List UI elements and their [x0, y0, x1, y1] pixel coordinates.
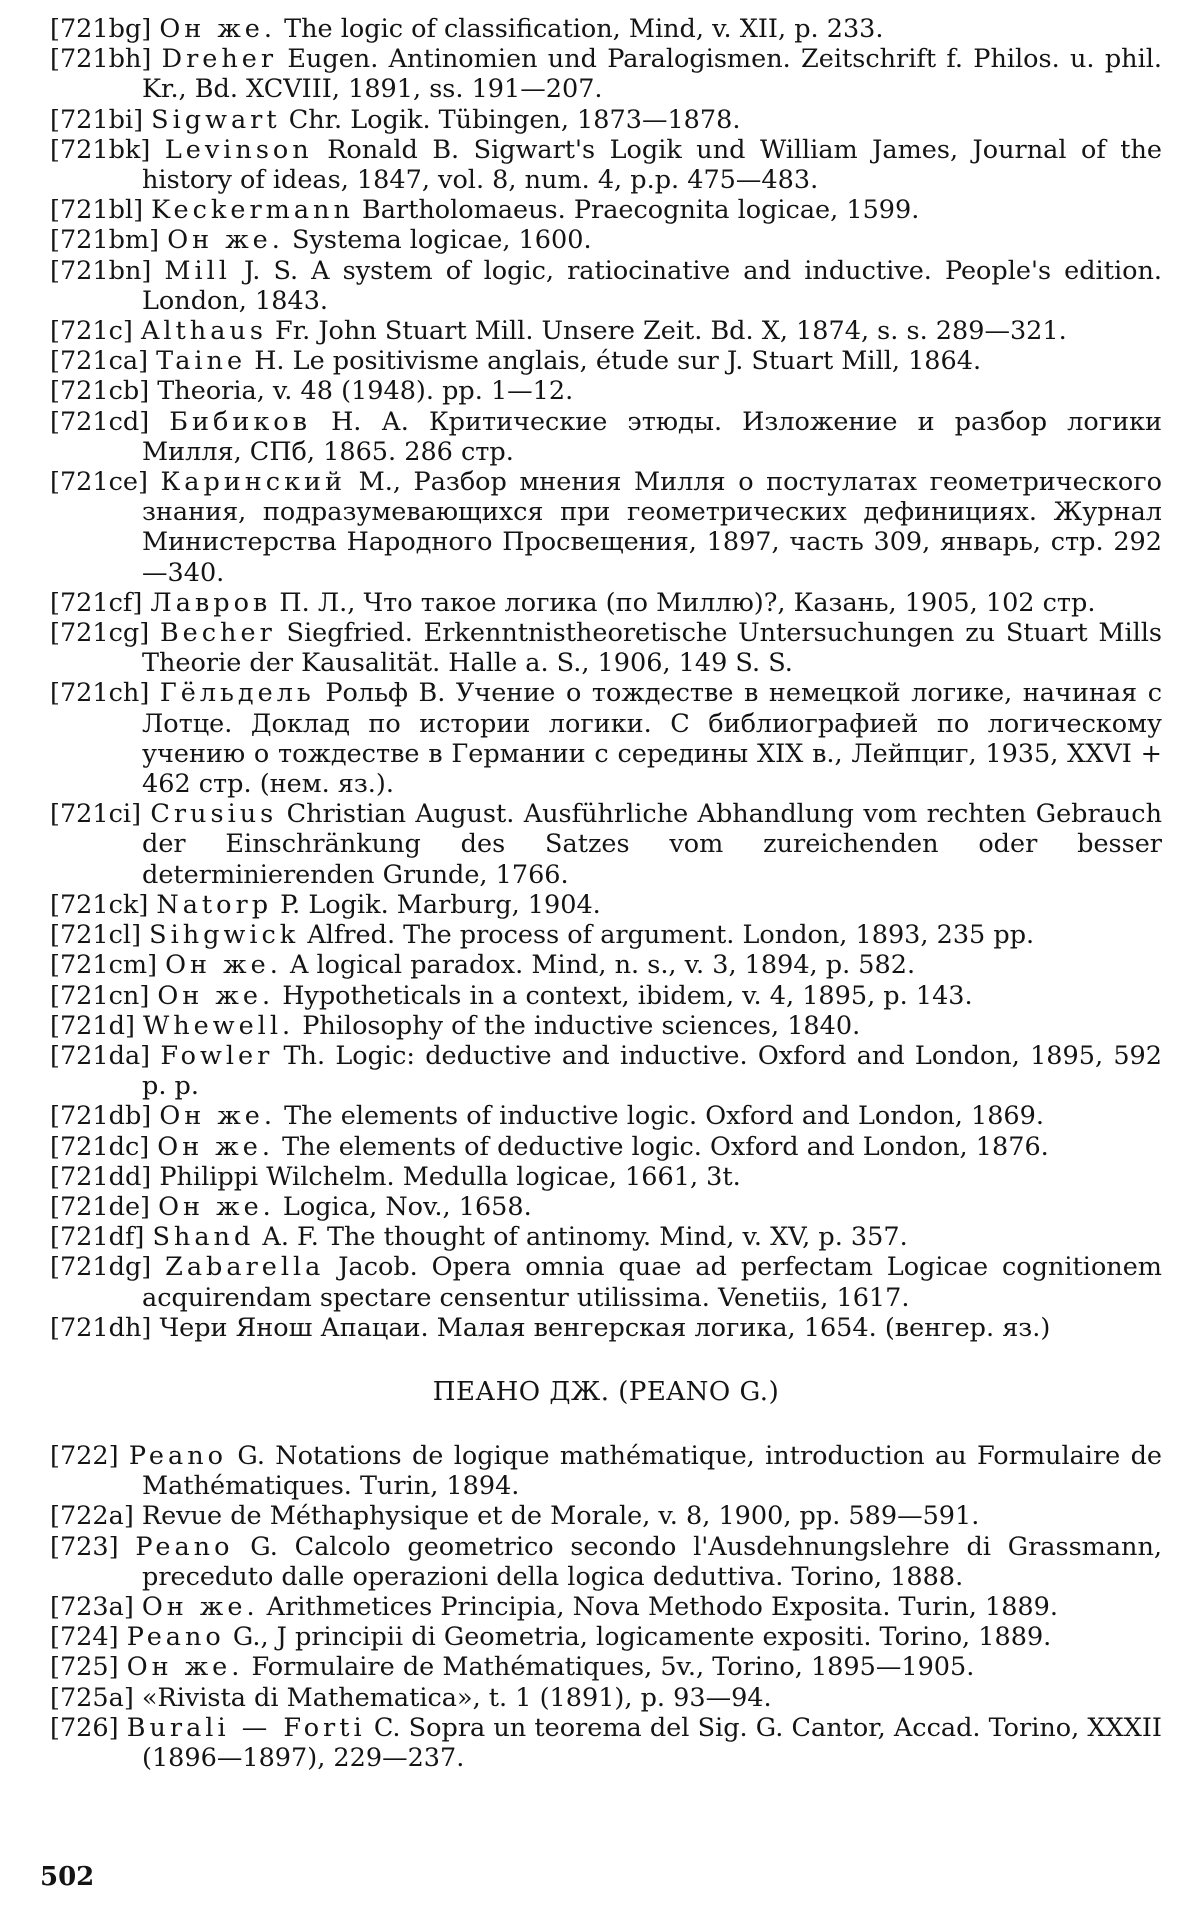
bibliography-entry: [721cb] Theoria, v. 48 (1948). pp. 1—12. — [50, 376, 574, 407]
entry-text: H. Le positivisme anglais, étude sur J. Stuart Mill, 1864. — [254, 346, 982, 377]
bibliography-entry: [721cl] Sihgwick Alfred. The process of argument. London, 1893, 235 pp. — [50, 920, 1035, 951]
entry-text: «Rivista di Mathematica», t. 1 (1891), p. 93—94. — [141, 1682, 772, 1713]
entry-text: G., J principii di Geometria, logicamente expositi. Torino, 1889. — [232, 1622, 1052, 1653]
bibliography-entry: [721d] Whewell. Philosophy of the inductive sciences, 1840. — [50, 1010, 861, 1041]
entry-reference-number: 721dh — [59, 1312, 142, 1343]
entry-reference-number: 721bi — [59, 104, 134, 135]
bibliography-entry: [721da] Fowler Th. Logic: deductive and inductive. Oxford and London, 1895, 592 p. p. — [50, 1040, 1163, 1102]
entry-author: Peano — [126, 1622, 225, 1653]
entry-text: The elements of inductive logic. Oxford and London, 1869. — [284, 1101, 1044, 1132]
bibliography-entry: [721c] Althaus Fr. John Stuart Mill. Unsere Zeit. Bd. X, 1874, s. s. 289—321. — [50, 316, 1067, 347]
entry-author: Peano — [128, 1440, 228, 1471]
bibliography-entry: [721ce] Каринский М., Разбор мнения Милля о постулатах геометрического знания, подразумевающихся при геометрических дефинициях. Журнал Министерства Народного Просвещения, 1897, часть 309, январь, стр. 292—340. — [50, 467, 1162, 588]
bibliography-entry: [722] Peano G. Notations de logique mathématique, introduction au Formulaire de Mathématiques. Turin, 1894. — [50, 1440, 1162, 1502]
entry-author: Taine — [156, 346, 247, 377]
entry-text: Th. Logic: deductive and inductive. Oxford and London, 1895, 592 p. p. — [142, 1040, 1163, 1102]
bibliography-entry: [721df] Shand A. F. The thought of antinomy. Mind, v. XV, p. 357. — [50, 1222, 908, 1253]
entry-reference-number: 721ca — [59, 346, 139, 377]
entry-reference-number: 721cg — [59, 618, 140, 649]
entry-reference-number: 721cf — [59, 587, 133, 618]
bibliography-entry: [721ci] Crusius Christian August. Ausführliche Abhandlung vom rechten Gebrauch der Einschränkung des Satzes vom zureichenden oder besser determinierenden Grunde, 1766. — [50, 799, 1163, 890]
entry-text: Revue de Méthaphysique et de Morale, v. 8, 1900, pp. 589—591. — [141, 1501, 980, 1532]
bibliography-entry: [721cn] Он же. Hypotheticals in a context, ibidem, v. 4, 1895, p. 143. — [50, 980, 973, 1011]
entry-reference-number: 721db — [59, 1101, 142, 1132]
entry-reference-number: 721bk — [59, 134, 141, 165]
bibliography-entry: [721ca] Taine H. Le positivisme anglais, étude sur J. Stuart Mill, 1864. — [50, 346, 982, 377]
entry-reference-number: 721bh — [59, 44, 142, 75]
entry-reference-number: 721bn — [59, 255, 142, 286]
bibliography-entry: [726] Burali — Forti C. Sopra un teorema del Sig. G. Cantor, Accad. Torino, XXXII (1896—1897), 229—237. — [50, 1712, 1163, 1773]
entry-author: Shand — [152, 1222, 255, 1253]
entry-text: Theoria, v. 48 (1948). pp. 1—12. — [157, 376, 574, 407]
bibliography-entry: [721bm] Он же. Systema logicae, 1600. — [50, 225, 592, 256]
bibliography-list-peano — [50, 1441, 1162, 1773]
entry-author: Natorp — [156, 889, 273, 920]
entry-reference-number: 721dd — [59, 1161, 142, 1192]
entry-text: A logical paradox. Mind, n. s., v. 3, 1894, p. 582. — [289, 950, 916, 981]
entry-reference-number: 721ck — [59, 889, 139, 920]
entry-reference-number: 721ce — [59, 467, 138, 498]
entry-text: J. S. A system of logic, ratiocinative and inductive. People's edition. London, 1843. — [142, 255, 1162, 316]
bibliography-entry: [723a] Он же. Arithmetices Principia, Nova Methodo Exposita. Turin, 1889. — [50, 1591, 1058, 1622]
entry-reference-number: 721cn — [59, 980, 140, 1011]
entry-reference-number: 722a — [59, 1501, 124, 1532]
entry-author: Becher — [159, 618, 276, 649]
entry-reference-number: 721c — [59, 316, 123, 347]
entry-text: P. Logik. Marburg, 1904. — [280, 889, 601, 920]
entry-reference-number: 721ch — [59, 678, 140, 709]
bibliography-entry: [723] Peano G. Calcolo geometrico secondo l'Ausdehnungslehre di Grassmann, preceduto dalle operazioni della logica deduttiva. Torino, 1888. — [50, 1531, 1162, 1592]
entry-reference-number: 721cl — [59, 920, 132, 951]
entry-text: Chr. Logik. Tübingen, 1873—1878. — [288, 104, 741, 135]
entry-author: Он же. — [159, 1101, 277, 1132]
entry-reference-number: 721d — [59, 1010, 125, 1041]
bibliography-entry: [721bh] Dreher Eugen. Antinomien und Paralogismen. Zeitschrift f. Philos. u. phil. Kr., Bd. XCVIII, 1891, ss. 191—207. — [50, 44, 1162, 105]
bibliography-entry: [721cg] Becher Siegfried. Erkenntnistheoretische Untersuchungen zu Stuart Mills Theorie der Kausalität. Halle a. S., 1906, 149 S. S. — [50, 618, 1163, 679]
entry-author: Mill — [164, 255, 231, 286]
entry-reference-number: 723a — [59, 1591, 124, 1622]
entry-author: Он же. — [158, 1191, 275, 1222]
entry-reference-number: 721bm — [59, 225, 150, 256]
entry-author: Althaus — [140, 316, 267, 347]
bibliography-entry: [721ch] Гёльдель Рольф В. Учение о тождестве в немецкой логике, начиная с Лотце. Доклад по истории логики. С библиографией по логическому учению о тождестве в Германии с середины XIX в., Лейпциг, 1935, XXVI + 462 стр. (нем. яз.). — [50, 678, 1163, 800]
entry-reference-number: 721ci — [59, 799, 132, 830]
bibliography-entry: [724] Peano G., J principii di Geometria, logicamente expositi. Torino, 1889. — [50, 1622, 1052, 1653]
entry-reference-number: 721cb — [59, 376, 140, 407]
entry-reference-number: 721bg — [59, 14, 142, 44]
entry-author: Zabarella — [165, 1252, 325, 1283]
entry-reference-number: 721da — [59, 1040, 141, 1071]
entry-reference-number: 721de — [59, 1191, 141, 1222]
entry-text: Logica, Nov., 1658. — [282, 1191, 532, 1222]
entry-text: G. Calcolo geometrico secondo l'Ausdehnungslehre di Grassmann, preceduto dalle operazioni della logica deduttiva. Torino, 1888. — [142, 1531, 1162, 1592]
entry-author: Он же. — [159, 14, 277, 44]
entry-text: Siegfried. Erkenntnistheoretische Untersuchungen zu Stuart Mills Theorie der Kausalität. Halle a. S., 1906, 149 S. S. — [142, 618, 1163, 679]
section-heading-peano: ПЕАНО ДЖ. (PEANO G.) — [432, 1376, 780, 1407]
entry-text: The elements of deductive logic. Oxford and London, 1876. — [282, 1131, 1049, 1162]
bibliography-entry: [721bi] Sigwart Chr. Logik. Tübingen, 1873—1878. — [50, 104, 741, 135]
bibliography-entry: [721bg] Он же. The logic of classification, Mind, v. XII, p. 233. — [50, 14, 884, 44]
entry-text: Чери Янош Апацаи. Малая венгерская логика, 1654. (венгер. яз.) — [159, 1312, 1051, 1343]
entry-author: Peano — [135, 1531, 234, 1562]
entry-author: Он же. — [141, 1591, 259, 1622]
bibliography-entry: [721ck] Natorp P. Logik. Marburg, 1904. — [50, 889, 601, 920]
entry-text: Fr. John Stuart Mill. Unsere Zeit. Bd. X, 1874, s. s. 289—321. — [275, 316, 1067, 347]
entry-author: Dreher — [161, 44, 278, 75]
bibliography-entry: [721dd] Philippi Wilchelm. Medulla logicae, 1661, 3t. — [50, 1161, 741, 1192]
bibliography-entry: [721dg] Zabarella Jacob. Opera omnia quae ad perfectam Logicae cognitionem acquirendam spectare censentur utilissima. Venetiis, 1617. — [50, 1252, 1162, 1313]
bibliography-entry: [721dh] Чери Янош Апацаи. Малая венгерская логика, 1654. (венгер. яз.) — [50, 1312, 1051, 1343]
entry-author: Он же. — [157, 1131, 274, 1162]
entry-author: Fowler — [160, 1040, 274, 1071]
entry-reference-number: 726 — [59, 1712, 109, 1743]
entry-text: Christian August. Ausführliche Abhandlung vom rechten Gebrauch der Einschränkung des Satzes vom zureichenden oder besser determinierenden Grunde, 1766. — [142, 799, 1163, 890]
entry-author: Бибиков — [169, 406, 311, 437]
entry-text: Alfred. The process of argument. London, 1893, 235 pp. — [307, 920, 1035, 951]
entry-text: Eugen. Antinomien und Paralogismen. Zeitschrift f. Philos. u. phil. Kr., Bd. XCVIII, 1891, ss. 191—207. — [142, 44, 1162, 105]
entry-text: Рольф В. Учение о тождестве в немецкой логике, начиная с Лотце. Доклад по истории логики. С библиографией по логическому учению о тождестве в Германии с середины XIX в., Лейпциг, 1935, XXVI + 462 стр. (нем. яз.). — [142, 678, 1163, 800]
bibliography-entry: [721de] Он же. Logica, Nov., 1658. — [50, 1191, 532, 1222]
entry-reference-number: 724 — [59, 1622, 109, 1653]
entry-text: A. F. The thought of antinomy. Mind, v. XV, p. 357. — [262, 1222, 908, 1253]
entry-author: Keckermann — [151, 195, 354, 226]
entry-text: М., Разбор мнения Милля о постулатах геометрического знания, подразумевающихся при геометрических дефинициях. Журнал Министерства Народного Просвещения, 1897, часть 309, январь, стр. 292—340. — [142, 467, 1162, 588]
entry-reference-number: 722 — [59, 1440, 109, 1471]
entry-reference-number: 721cm — [59, 950, 148, 981]
bibliography-entry: [721db] Он же. The elements of inductive logic. Oxford and London, 1869. — [50, 1101, 1044, 1132]
entry-author: Он же. — [126, 1652, 244, 1683]
page-number: 502 — [40, 1862, 95, 1892]
entry-author: Каринский — [160, 467, 347, 498]
entry-text: Philosophy of the inductive sciences, 1840. — [302, 1010, 861, 1041]
entry-text: C. Sopra un teorema del Sig. G. Cantor, Accad. Torino, XXXII (1896—1897), 229—237. — [142, 1712, 1163, 1773]
entry-text: Systema logicae, 1600. — [291, 225, 592, 256]
entry-author: Whewell. — [143, 1010, 295, 1041]
bibliography-entry: [721cm] Он же. A logical paradox. Mind, n. s., v. 3, 1894, p. 582. — [50, 950, 916, 981]
entry-reference-number: 725a — [59, 1682, 124, 1713]
bibliography-entry: [725a] «Rivista di Mathematica», t. 1 (1891), p. 93—94. — [50, 1682, 772, 1713]
bibliography-entry: [721dc] Он же. The elements of deductive logic. Oxford and London, 1876. — [50, 1131, 1049, 1162]
bibliography-entry: [721cf] Лавров П. Л., Что такое логика (по Миллю)?, Казань, 1905, 102 стр. — [50, 587, 1096, 618]
entry-reference-number: 721cd — [59, 406, 140, 437]
bibliography-list-mill — [50, 14, 1162, 1343]
entry-text: Bartholomaeus. Praecognita logicae, 1599. — [361, 195, 920, 226]
entry-author: Sihgwick — [149, 920, 300, 951]
entry-reference-number: 721bl — [59, 195, 134, 226]
entry-author: Burali — Forti — [126, 1712, 366, 1743]
entry-text: Н. А. Критические этюды. Изложение и разбор логики Милля, СПб, 1865. 286 стр. — [142, 406, 1163, 467]
entry-text: Ronald B. Sigwart's Logik und William James, Journal of the history of ideas, 1847, vol. 8, num. 4, p.p. 475—483. — [142, 134, 1162, 196]
entry-author: Он же. — [157, 980, 275, 1011]
entry-reference-number: 721df — [59, 1222, 135, 1253]
entry-reference-number: 721dc — [59, 1131, 140, 1162]
bibliography-page — [50, 14, 1162, 1773]
entry-text: П. Л., Что такое логика (по Миллю)?, Казань, 1905, 102 стр. — [279, 587, 1096, 618]
entry-reference-number: 725 — [59, 1652, 109, 1683]
entry-author: Levinson — [164, 134, 313, 165]
entry-author: Он же. — [167, 225, 284, 256]
entry-reference-number: 723 — [59, 1531, 109, 1562]
entry-reference-number: 721dg — [59, 1252, 142, 1283]
entry-text: G. Notations de logique mathématique, introduction au Formulaire de Mathématiques. Turin, 1894. — [142, 1440, 1162, 1502]
entry-text: Jacob. Opera omnia quae ad perfectam Logicae cognitionem acquirendam spectare censentur utilissima. Venetiis, 1617. — [142, 1252, 1162, 1313]
entry-author: Sigwart — [151, 104, 281, 135]
bibliography-entry: [721bl] Keckermann Bartholomaeus. Praecognita logicae, 1599. — [50, 195, 920, 226]
entry-text: Formulaire de Mathématiques, 5v., Torino, 1895—1905. — [251, 1652, 975, 1683]
bibliography-entry: [722a] Revue de Méthaphysique et de Morale, v. 8, 1900, pp. 589—591. — [50, 1501, 980, 1532]
entry-author: Crusius — [150, 799, 278, 830]
entry-text: Hypotheticals in a context, ibidem, v. 4, 1895, p. 143. — [282, 980, 973, 1011]
entry-text: The logic of classification, Mind, v. XII, p. 233. — [284, 14, 884, 44]
bibliography-entry: [721bk] Levinson Ronald B. Sigwart's Logik und William James, Journal of the history of ideas, 1847, vol. 8, num. 4, p.p. 475—483. — [50, 134, 1162, 196]
bibliography-entry: [721cd] Бибиков Н. А. Критические этюды. Изложение и разбор логики Милля, СПб, 1865. 286 стр. — [50, 406, 1163, 467]
bibliography-entry: [721bn] Mill J. S. A system of logic, ratiocinative and inductive. People's edition. London, 1843. — [50, 255, 1162, 316]
entry-author: Лавров — [150, 587, 272, 618]
entry-text: Arithmetices Principia, Nova Methodo Exposita. Turin, 1889. — [266, 1591, 1058, 1622]
entry-author: Он же. — [165, 950, 282, 981]
bibliography-entry: [725] Он же. Formulaire de Mathématiques, 5v., Torino, 1895—1905. — [50, 1652, 975, 1683]
entry-author: Гёльдель — [159, 678, 315, 709]
entry-text: Philippi Wilchelm. Medulla logicae, 1661, 3t. — [159, 1161, 741, 1192]
